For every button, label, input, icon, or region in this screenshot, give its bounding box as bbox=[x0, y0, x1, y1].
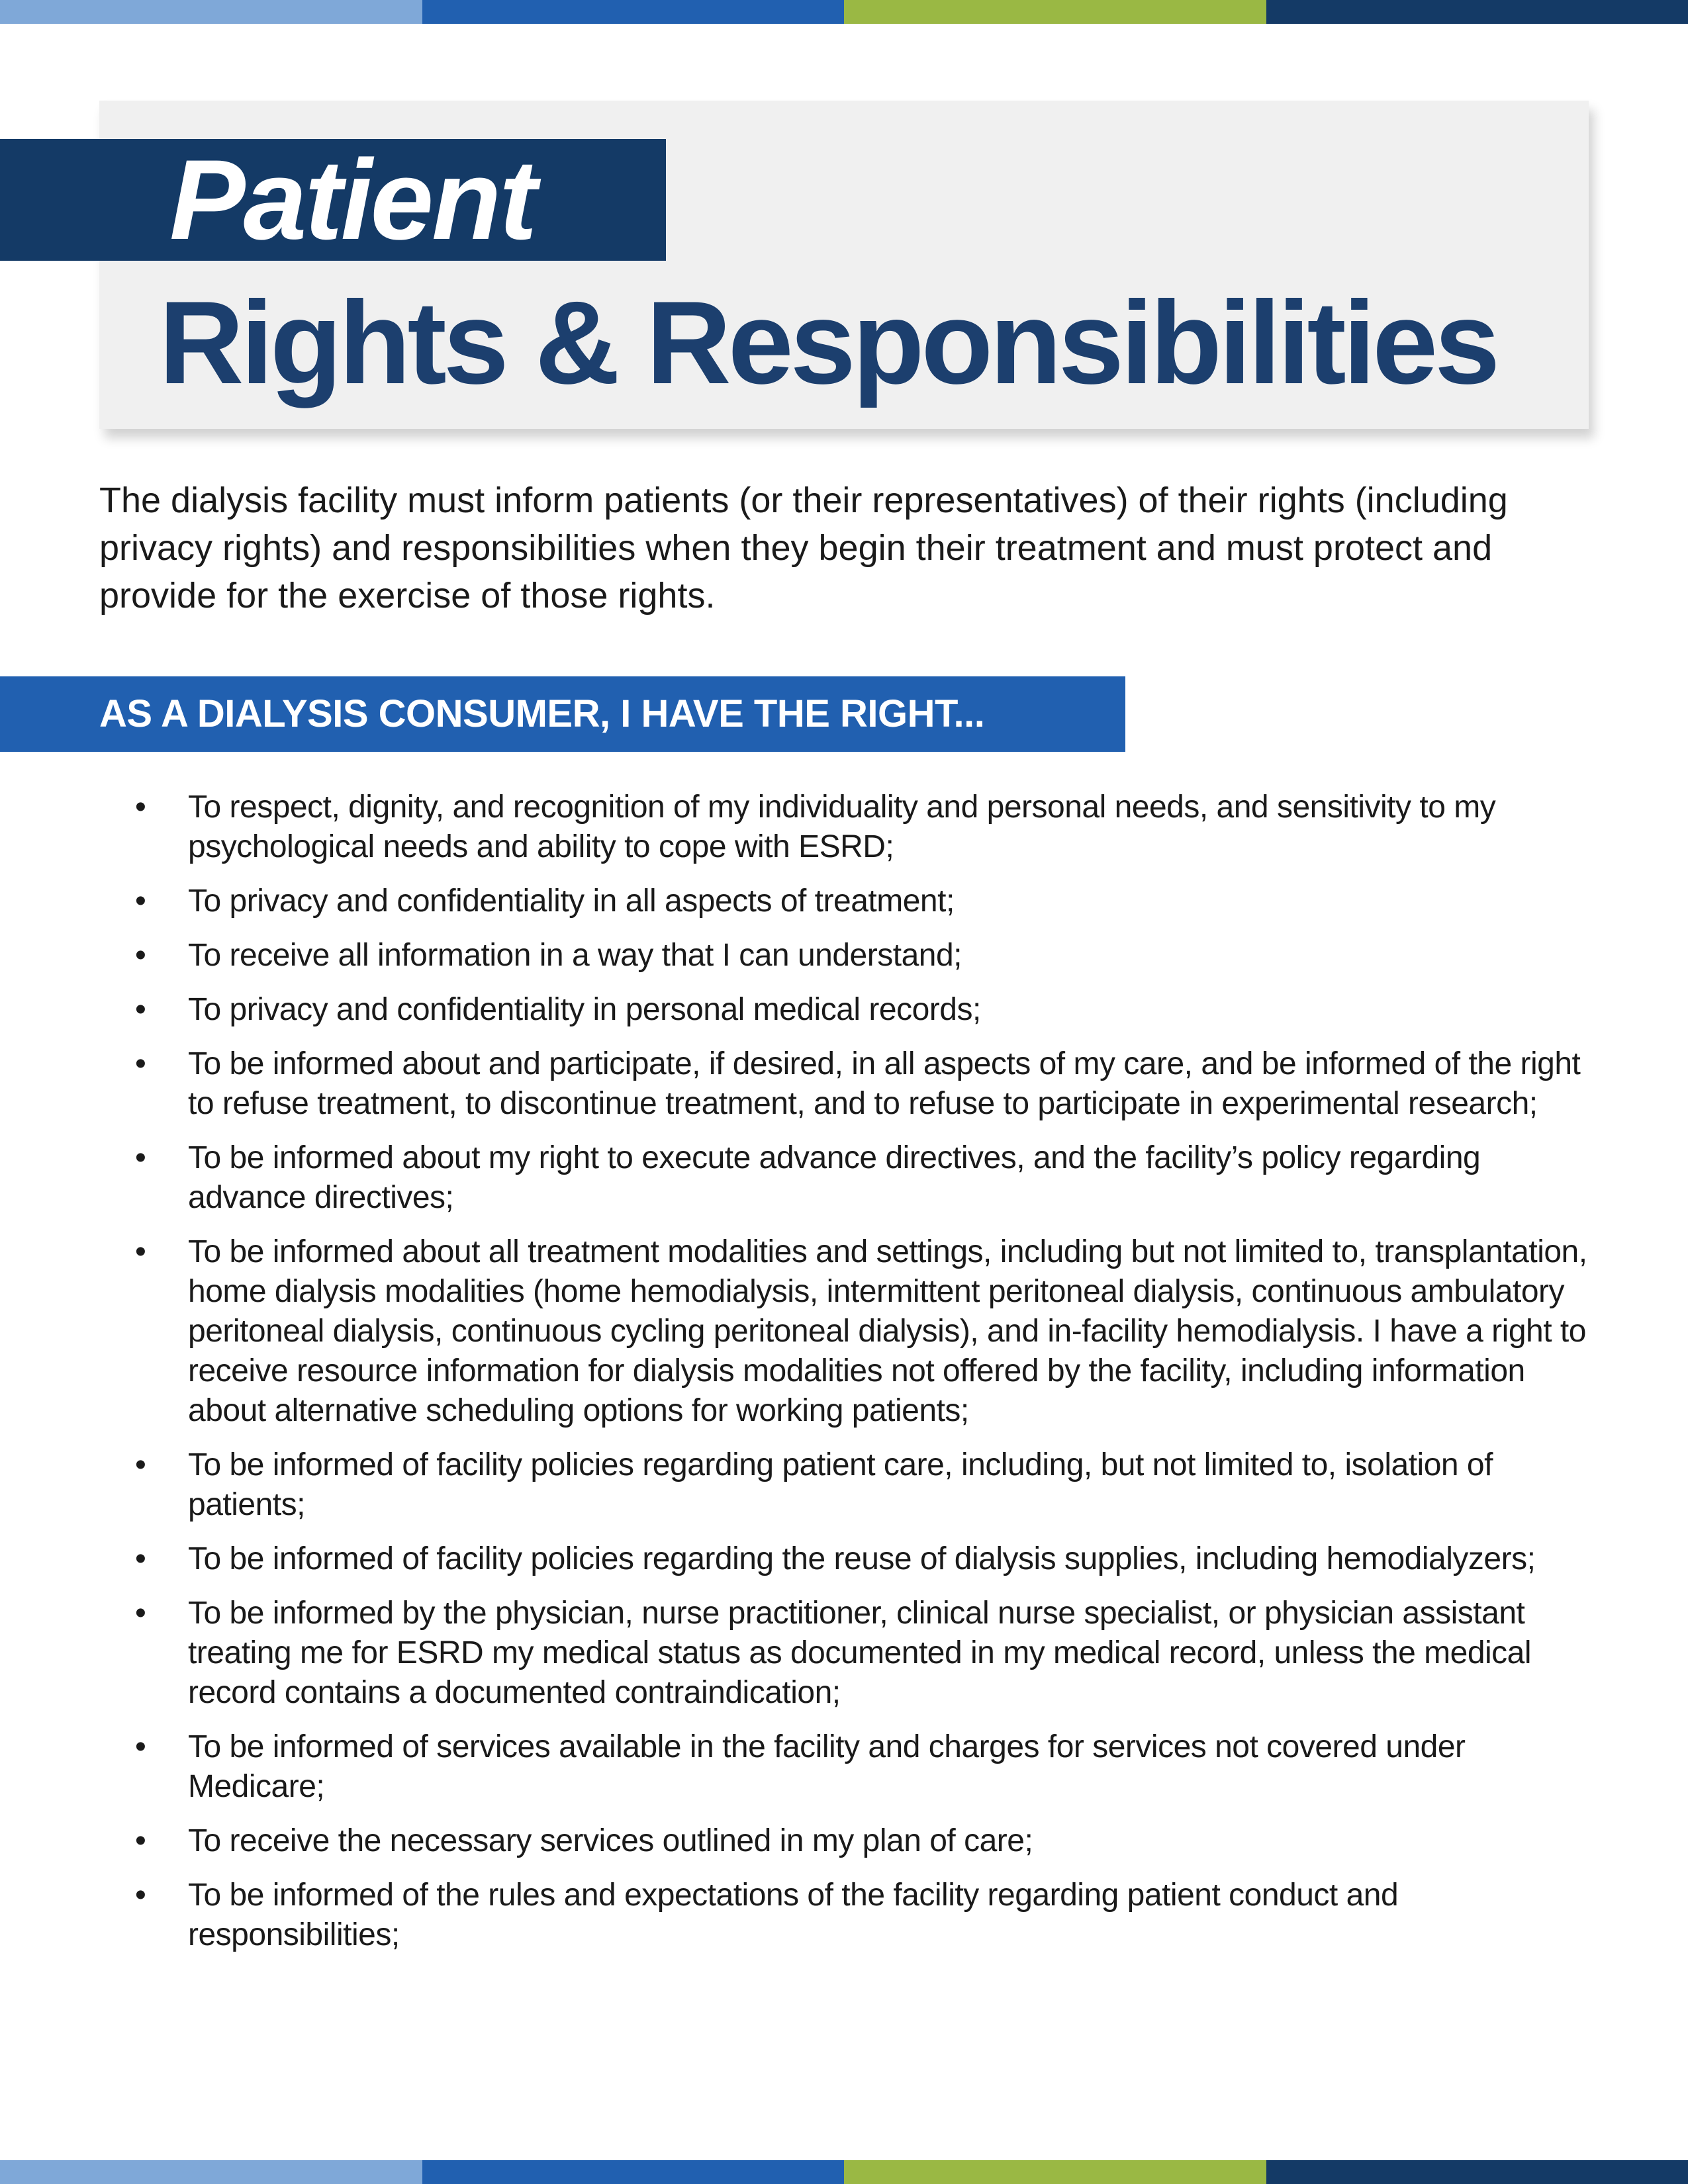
list-item bbox=[132, 1138, 1589, 1218]
bullet-icon: • bbox=[135, 992, 146, 1027]
intro-paragraph: The dialysis facility must inform patients (or their representatives) of their rights (including privacy rights) and responsibilities when they begin their treatment and must protect and provide for the exercise of those rights. bbox=[99, 480, 1508, 615]
list-item-text: To privacy and confidentiality in all aspects of treatment; bbox=[188, 884, 955, 919]
section-heading: AS A DIALYSIS CONSUMER, I HAVE THE RIGHT... bbox=[99, 692, 985, 735]
list-item-text: To respect, dignity, and recognition of my individuality and personal needs, and sensitivity to my psychological needs and ability to cope with ESRD; bbox=[188, 790, 1496, 864]
list-item-text: To be informed of facility policies regarding the reuse of dialysis supplies, including hemodialyzers; bbox=[188, 1541, 1536, 1576]
stripe-segment-green bbox=[844, 2160, 1266, 2184]
list-item-text: To receive all information in a way that I can understand; bbox=[188, 938, 962, 973]
list-item-text: To be informed of services available in the facility and charges for services not covered under Medicare; bbox=[188, 1729, 1466, 1804]
bullet-icon: • bbox=[135, 884, 146, 919]
page-title-patient: Patient bbox=[169, 136, 536, 263]
list-item bbox=[132, 1232, 1589, 1431]
bullet-icon: • bbox=[135, 790, 146, 825]
list-item bbox=[132, 788, 1589, 867]
list-item-text: To be informed about and participate, if desired, in all aspects of my care, and be informed of the right to refuse treatment, to discontinue treatment, and to refuse to participate in experimental research; bbox=[188, 1046, 1581, 1121]
stripe-segment-navy bbox=[1266, 2160, 1688, 2184]
list-item-text: To be informed of facility policies regarding patient care, including, but not limited to, isolation of patients; bbox=[188, 1447, 1493, 1522]
list-item-text: To privacy and confidentiality in personal medical records; bbox=[188, 992, 981, 1027]
stripe-segment-light-blue bbox=[0, 0, 422, 24]
list-item bbox=[132, 1539, 1589, 1579]
bullet-icon: • bbox=[135, 1140, 146, 1175]
list-item bbox=[132, 1876, 1589, 1955]
stripe-segment-light-blue bbox=[0, 2160, 422, 2184]
list-item bbox=[132, 1044, 1589, 1124]
bullet-icon: • bbox=[135, 1447, 146, 1482]
bullet-icon: • bbox=[135, 938, 146, 973]
page-title: Rights & Responsibilities bbox=[159, 277, 1497, 408]
rights-list bbox=[132, 788, 1589, 1970]
stripe-segment-green bbox=[844, 0, 1266, 24]
bullet-icon: • bbox=[135, 1046, 146, 1081]
list-item-text: To be informed about my right to execute advance directives, and the facility’s policy regarding advance directives; bbox=[188, 1140, 1481, 1215]
list-item bbox=[132, 990, 1589, 1030]
stripe-segment-navy bbox=[1266, 0, 1688, 24]
list-item bbox=[132, 882, 1589, 921]
bullet-icon: • bbox=[135, 1541, 146, 1576]
bullet-icon: • bbox=[135, 1729, 146, 1764]
list-item-text: To be informed by the physician, nurse practitioner, clinical nurse specialist, or physician assistant treating me for ESRD my medical status as documented in my medical record, unless the medical record contains a documented contraindication; bbox=[188, 1596, 1532, 1710]
bullet-icon: • bbox=[135, 1823, 146, 1858]
top-color-stripe bbox=[0, 0, 1688, 24]
list-item bbox=[132, 936, 1589, 976]
list-item bbox=[132, 1445, 1589, 1525]
list-item-text: To be informed about all treatment modalities and settings, including but not limited to, transplantation, home dialysis modalities (home hemodialysis, intermittent peritoneal dialysis, continuous ambulatory peritoneal dialysis, continuous cycling peritoneal dialysis), and in-facility hemodialysis. I have a right to receive resource information for dialysis modalities not offered by the facility, including information about alternative scheduling options for working patients; bbox=[188, 1234, 1587, 1428]
bullet-icon: • bbox=[135, 1878, 146, 1913]
list-item bbox=[132, 1594, 1589, 1713]
list-item-text: To receive the necessary services outlined in my plan of care; bbox=[188, 1823, 1033, 1858]
bullet-icon: • bbox=[135, 1234, 146, 1269]
stripe-segment-blue bbox=[422, 0, 845, 24]
list-item bbox=[132, 1727, 1589, 1807]
stripe-segment-blue bbox=[422, 2160, 845, 2184]
bottom-color-stripe bbox=[0, 2160, 1688, 2184]
list-item bbox=[132, 1821, 1589, 1861]
list-item-text: To be informed of the rules and expectations of the facility regarding patient conduct and responsibilities; bbox=[188, 1878, 1399, 1952]
bullet-icon: • bbox=[135, 1596, 146, 1631]
